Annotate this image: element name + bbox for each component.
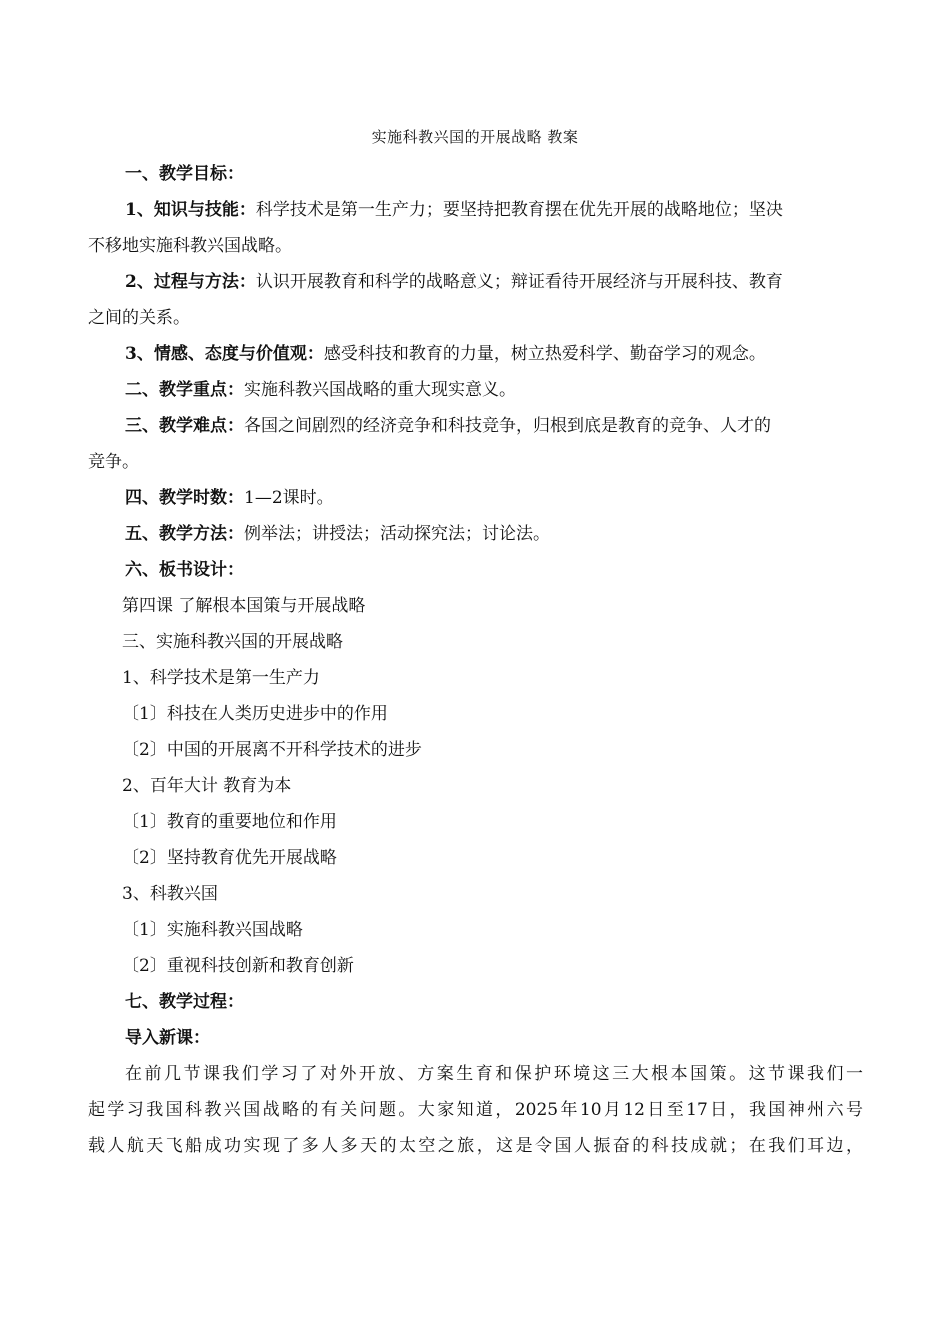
board-line: 1、科学技术是第一生产力 [122, 668, 320, 688]
board-line: 三、实施科教兴国的开展战略 [122, 632, 343, 652]
hours-text: 1—2课时。 [244, 488, 334, 508]
board-line: 〔1〕科技在人类历史进步中的作用 [122, 704, 388, 724]
intro-heading: 导入新课： [125, 1028, 210, 1048]
document-title: 实施科教兴国的开展战略 教案 [371, 128, 579, 146]
board-line: 〔2〕中国的开展离不开科学技术的进步 [122, 740, 422, 760]
knowledge-text: 科学技术是第一生产力；要坚持把教育摆在优先开展的战略地位；坚决 [255, 200, 783, 220]
methods-paragraph [125, 524, 863, 544]
board-line: 〔2〕重视科技创新和教育创新 [122, 956, 354, 976]
hours-label: 四、教学时数： [125, 488, 244, 508]
board-line: 第四课 了解根本国策与开展战略 [122, 596, 366, 616]
knowledge-label: 1、知识与技能： [125, 200, 256, 220]
objectives-heading: 一、教学目标： [125, 164, 244, 184]
process-heading: 七、教学过程： [125, 992, 244, 1012]
process-label: 2、过程与方法： [125, 272, 256, 292]
emotion-paragraph [125, 344, 863, 364]
difficulty-text-continued: 竞争。 [88, 452, 139, 472]
key-point-text: 实施科教兴国战略的重大现实意义。 [244, 380, 516, 400]
intro-line: 在前几节课我们学习了对外开放、方案生育和保护环境这三大根本国策。这节课我们一 [125, 1064, 863, 1084]
intro-line: 起学习我国科教兴国战略的有关问题。大家知道，2025年10月12日至17日，我国神州六号 [88, 1100, 863, 1120]
difficulty-label: 三、教学难点： [125, 416, 244, 436]
methods-text: 例举法；讲授法；活动探究法；讨论法。 [244, 524, 550, 544]
board-line: 〔1〕实施科教兴国战略 [122, 920, 303, 940]
board-heading: 六、板书设计： [125, 560, 244, 580]
knowledge-paragraph [125, 200, 863, 220]
emotion-text: 感受科技和教育的力量，树立热爱科学、勤奋学习的观念。 [323, 344, 766, 364]
process-text-continued: 之间的关系。 [88, 308, 190, 328]
key-point-label: 二、教学重点： [125, 380, 244, 400]
hours-paragraph [125, 488, 863, 508]
difficulty-text: 各国之间剧烈的经济竞争和科技竞争，归根到底是教育的竞争、人才的 [244, 416, 771, 436]
knowledge-text-continued: 不移地实施科教兴国战略。 [88, 236, 292, 256]
process-text: 认识开展教育和科学的战略意义；辩证看待开展经济与开展科技、教育 [255, 272, 783, 292]
difficulty-paragraph [125, 416, 863, 436]
methods-label: 五、教学方法： [125, 524, 244, 544]
emotion-label: 3、情感、态度与价值观： [125, 344, 324, 364]
process-paragraph [125, 272, 863, 292]
board-line: 〔2〕坚持教育优先开展战略 [122, 848, 337, 868]
board-line: 〔1〕教育的重要地位和作用 [122, 812, 337, 832]
board-line: 2、百年大计 教育为本 [122, 776, 292, 796]
board-line: 3、科教兴国 [122, 884, 218, 904]
key-point-paragraph [125, 380, 863, 400]
intro-line: 载人航天飞船成功实现了多人多天的太空之旅，这是令国人振奋的科技成就；在我们耳边， [88, 1136, 863, 1156]
